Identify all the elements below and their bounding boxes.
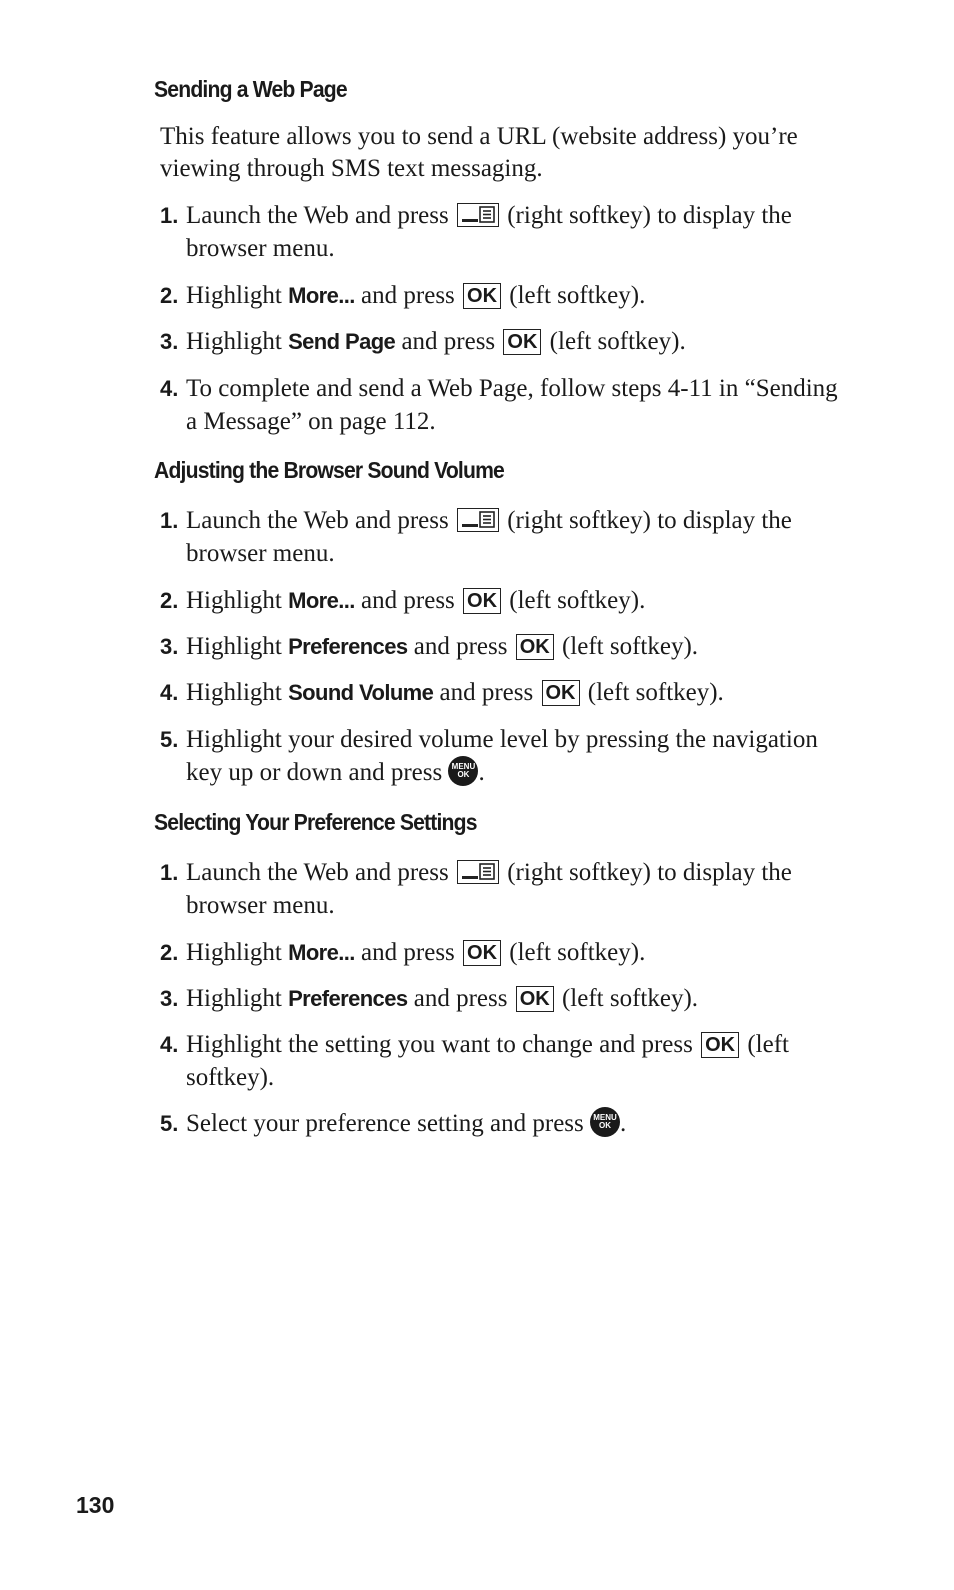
step-item xyxy=(160,199,850,265)
step-text: (left softkey). xyxy=(587,679,724,706)
step-item xyxy=(160,723,850,789)
step-item xyxy=(160,504,850,570)
step-text: Highlight xyxy=(186,985,282,1012)
menu-item-name: More... xyxy=(288,283,355,308)
step-item xyxy=(160,630,850,663)
step-number: 4. xyxy=(160,680,179,705)
step-number: 3. xyxy=(160,329,179,354)
menu-item-name: Send Page xyxy=(288,329,396,354)
menu-item-name: More... xyxy=(288,940,355,965)
step-text: and press xyxy=(361,587,455,614)
step-number: 4. xyxy=(160,1032,179,1057)
step-text: (left softkey). xyxy=(509,939,646,966)
section-heading-sending-web-page: Sending a Web Page xyxy=(154,76,347,102)
step-number: 5. xyxy=(160,1111,179,1136)
step-number: 1. xyxy=(160,860,179,885)
step-text: Highlight xyxy=(186,587,282,614)
step-item xyxy=(160,1107,850,1140)
step-text: (left softkey). xyxy=(186,1031,789,1091)
step-text: (right softkey) to display the browser menu. xyxy=(186,859,792,919)
step-number: 1. xyxy=(160,508,179,533)
step-number: 3. xyxy=(160,634,179,659)
step-text: Launch the Web and press xyxy=(186,202,449,229)
step-text: Highlight xyxy=(186,633,282,660)
section-heading-preference-settings: Selecting Your Preference Settings xyxy=(154,809,477,835)
step-text: Highlight your desired volume level by pressing the navigation key up or down and press xyxy=(186,726,818,786)
step-text: . xyxy=(620,1110,627,1137)
step-item xyxy=(160,279,850,312)
step-text: and press xyxy=(413,985,508,1012)
step-text: and press xyxy=(413,633,508,660)
step-item xyxy=(160,856,850,922)
ok-key-icon: OK xyxy=(516,634,554,660)
menu-ok-button-icon xyxy=(448,756,478,786)
step-item xyxy=(160,676,850,709)
menu-item-name: Preferences xyxy=(288,986,408,1011)
intro-paragraph: This feature allows you to send a URL (website address) you’re viewing through SMS text messaging. xyxy=(160,123,798,182)
menu-ok-label: MENU xyxy=(451,762,476,771)
right-softkey-menu-icon xyxy=(457,508,499,532)
page-number: 130 xyxy=(76,1492,115,1518)
ok-key-icon: OK xyxy=(516,986,554,1012)
step-text: Highlight xyxy=(186,679,282,706)
ok-key-icon: OK xyxy=(701,1032,739,1058)
step-text: (left softkey). xyxy=(561,633,699,660)
ok-key-icon: OK xyxy=(542,680,580,706)
step-item xyxy=(160,982,850,1015)
step-number: 3. xyxy=(160,986,179,1011)
menu-item-name: Sound Volume xyxy=(288,680,434,705)
step-number: 2. xyxy=(160,283,179,308)
step-number: 5. xyxy=(160,727,179,752)
step-number: 2. xyxy=(160,940,179,965)
step-text: To complete and send a Web Page, follow steps 4-11 in “Sending a Message” on page 112. xyxy=(186,375,838,435)
step-text: and press xyxy=(361,282,455,309)
menu-item-name: More... xyxy=(288,588,355,613)
step-text: Highlight xyxy=(186,328,282,355)
step-text: and press xyxy=(401,328,496,355)
step-text: Highlight the setting you want to change and press xyxy=(186,1031,693,1058)
step-text: Launch the Web and press xyxy=(186,507,449,534)
section-heading-browser-sound-volume: Adjusting the Browser Sound Volume xyxy=(154,457,505,483)
step-number: 4. xyxy=(160,376,179,401)
step-text: Highlight xyxy=(186,282,282,309)
step-text: (left softkey). xyxy=(561,985,699,1012)
right-softkey-menu-icon xyxy=(457,203,499,227)
step-item xyxy=(160,1028,850,1094)
step-item xyxy=(160,936,850,969)
step-number: 2. xyxy=(160,588,179,613)
menu-ok-label: OK xyxy=(599,1121,612,1130)
step-item xyxy=(160,325,850,358)
step-text: (left softkey). xyxy=(509,282,646,309)
step-text: (right softkey) to display the browser menu. xyxy=(186,507,792,567)
ok-key-icon: OK xyxy=(463,283,501,309)
menu-item-name: Preferences xyxy=(288,634,408,659)
menu-ok-label: OK xyxy=(457,770,470,779)
step-item xyxy=(160,584,850,617)
step-number: 1. xyxy=(160,203,179,228)
menu-ok-label: MENU xyxy=(593,1113,617,1122)
step-text: and press xyxy=(361,939,455,966)
right-softkey-menu-icon xyxy=(457,860,499,884)
ok-key-icon: OK xyxy=(463,940,501,966)
step-text: Launch the Web and press xyxy=(186,859,449,886)
step-item xyxy=(160,372,850,438)
step-text: (left softkey). xyxy=(509,587,646,614)
step-text: . xyxy=(478,759,485,786)
step-text: Select your preference setting and press xyxy=(186,1110,584,1137)
ok-key-icon: OK xyxy=(503,329,541,355)
step-text: and press xyxy=(439,679,534,706)
ok-key-icon: OK xyxy=(463,588,501,614)
step-text: (left softkey). xyxy=(549,328,686,355)
step-text: (right softkey) to display the browser menu. xyxy=(186,202,792,262)
menu-ok-button-icon xyxy=(590,1107,620,1137)
step-text: Highlight xyxy=(186,939,282,966)
